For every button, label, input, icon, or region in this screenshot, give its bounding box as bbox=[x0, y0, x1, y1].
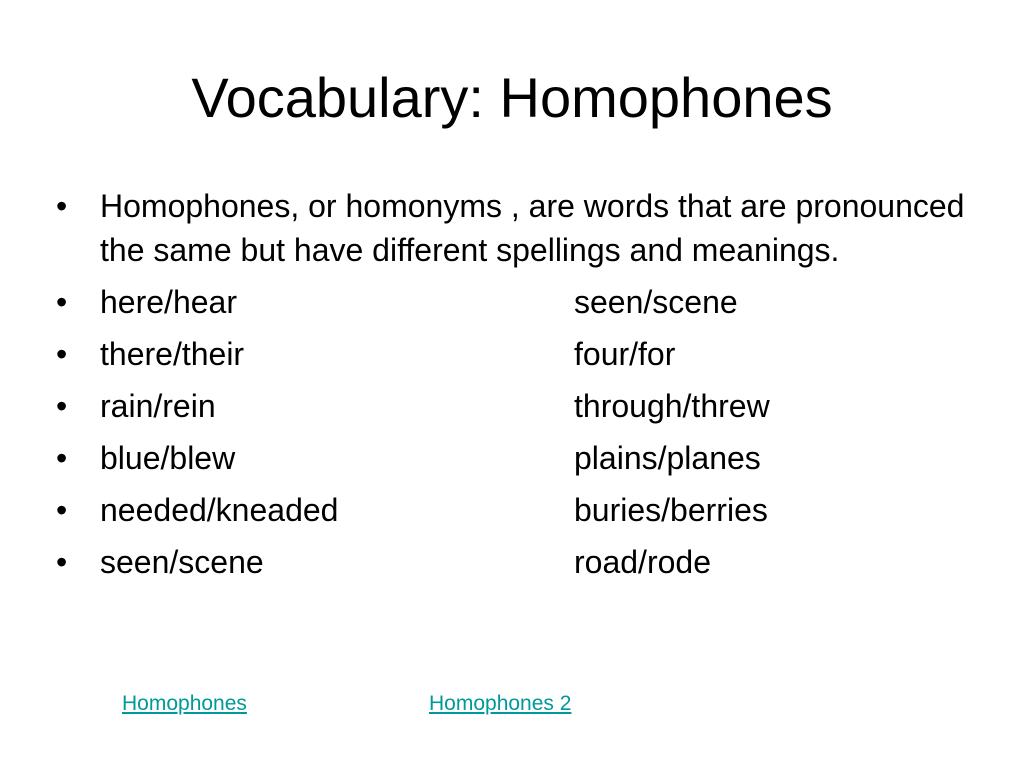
bullet-pair bbox=[56, 280, 976, 324]
pair-left: blue/blew bbox=[100, 440, 236, 476]
homophones-link[interactable]: Homophones bbox=[122, 692, 247, 715]
bullet-pair bbox=[56, 384, 976, 428]
bullet-definition bbox=[56, 184, 976, 272]
pair-right: road/rode bbox=[574, 544, 711, 580]
pair-left: seen/scene bbox=[100, 544, 264, 580]
definition-text: Homophones, or homonyms , are words that are pronounced the same but have different spellings and meanings. bbox=[100, 188, 965, 268]
bullet-marker: • bbox=[56, 544, 68, 580]
bullet-marker: • bbox=[56, 388, 68, 424]
slide-title: Vocabulary: Homophones bbox=[191, 66, 833, 129]
bullet-marker: • bbox=[56, 284, 68, 320]
pair-left: needed/kneaded bbox=[100, 492, 339, 528]
bullet-marker: • bbox=[56, 336, 68, 372]
pair-left: here/hear bbox=[100, 284, 237, 320]
bullet-marker: • bbox=[56, 440, 68, 476]
pair-right: four/for bbox=[574, 336, 676, 372]
pair-left: there/their bbox=[100, 336, 245, 372]
bullet-list bbox=[56, 184, 976, 584]
bullet-marker: • bbox=[56, 188, 68, 224]
bullet-pair bbox=[56, 540, 976, 584]
homophones-2-link[interactable]: Homophones 2 bbox=[429, 692, 572, 715]
bullet-pair bbox=[56, 488, 976, 532]
pair-right: through/threw bbox=[574, 388, 770, 424]
pair-right: plains/planes bbox=[574, 440, 761, 476]
pair-right: seen/scene bbox=[574, 284, 738, 320]
pair-right: buries/berries bbox=[574, 492, 768, 528]
pair-left: rain/rein bbox=[100, 388, 216, 424]
bullet-marker: • bbox=[56, 492, 68, 528]
bullet-pair bbox=[56, 332, 976, 376]
bullet-pair bbox=[56, 436, 976, 480]
